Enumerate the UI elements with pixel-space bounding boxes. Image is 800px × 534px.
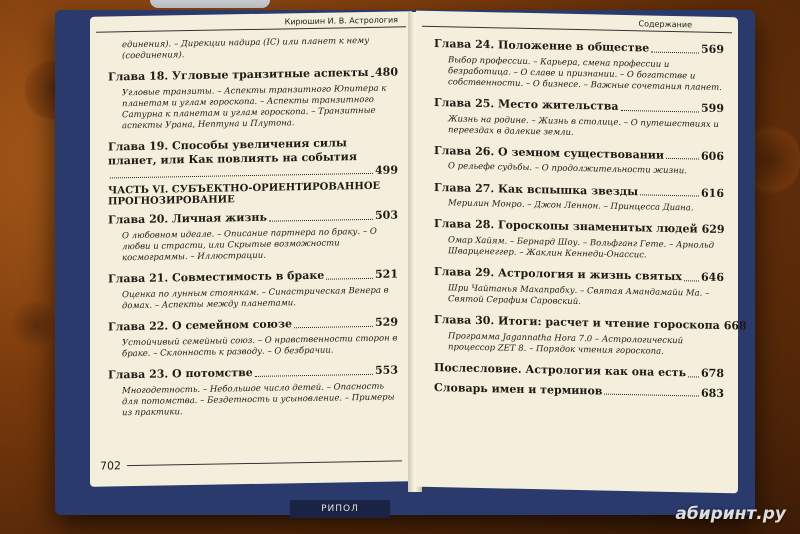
- watermark-logo: абиринт.ру: [675, 504, 786, 524]
- toc-entry-page: 599: [701, 101, 724, 115]
- toc-entry: [108, 135, 398, 181]
- dot-leader: [269, 209, 373, 222]
- toc-entry-title: Послесловие. Астрология как она есть: [434, 360, 687, 380]
- dot-leader: [255, 364, 373, 377]
- toc-entry-page: 668: [723, 319, 747, 333]
- toc-entry: [434, 265, 724, 285]
- toc-entry-description: Жизнь на родине. – Жизнь в столице. – О путешествиях и переездах в далекие земли.: [448, 113, 719, 138]
- toc-entry-page: 606: [701, 149, 724, 163]
- dot-leader: [684, 270, 699, 281]
- wood-knot: [10, 300, 60, 350]
- toc-entry-description: Устойчивый семейный союз. – О нравственности сторон в браке. – Склонность к разводу. – О безбрачии.: [122, 333, 398, 360]
- toc-entry: [434, 313, 747, 333]
- toc-entry: [434, 181, 724, 201]
- toc-entry-title: Глава 22. О семейном союзе: [108, 317, 292, 334]
- toc-entry-page: 529: [375, 315, 398, 329]
- toc-entry-title: Глава 28. Гороскопы знаменитых людей: [434, 217, 698, 236]
- dot-leader: [651, 42, 699, 54]
- spine-label: РИПОЛ: [290, 500, 390, 518]
- toc-entry-title: Глава 29. Астрология и жизнь святых: [434, 265, 682, 284]
- toc-entry-description: Программа Jagannatha Hora 7.0 – Астрологический процессор ZET 8. – Порядок чтения гороскопа.: [448, 331, 684, 357]
- dot-leader: [326, 268, 373, 280]
- toc-entry-description: Мерилин Монро. – Джон Леннон. – Принцесса Диана.: [448, 198, 694, 214]
- toc-entry-description: Выбор профессии. – Карьера, смена профессии и безработица. – О славе и признании. – О богатстве и собственности. – О бизнесе. – Важные сочетания планет.: [448, 55, 722, 93]
- toc-entry-page: 683: [701, 386, 724, 400]
- toc-entry: [434, 361, 724, 381]
- carry-over-text: единения). – Дирекции надира (IC) или планет к нему (соединения).: [122, 35, 370, 62]
- toc-entry-title: Глава 19. Способы увеличения силы планет, или Как повлиять на события: [108, 136, 357, 168]
- toc-entry-page: 553: [375, 363, 398, 377]
- toc-entry: [108, 268, 398, 287]
- page-footer: [100, 454, 402, 472]
- toc-entry-title: Глава 26. О земном существовании: [434, 143, 665, 162]
- toc-entry-page: 521: [375, 267, 398, 282]
- toc-entry: [434, 96, 724, 116]
- toc-entry: [108, 363, 398, 382]
- toc-entry: [434, 37, 724, 57]
- toc-entry-description: Шри Чайтанья Махапрабху. – Святая Амандамайи Ма. – Святой Серафим Саровский.: [448, 283, 710, 308]
- toc-entry: [108, 315, 398, 334]
- dot-leader: [371, 66, 373, 77]
- toc-entry-title: Глава 18. Угловые транзитные аспекты: [108, 66, 369, 84]
- toc-entry-page: 569: [701, 42, 724, 57]
- dot-leader: [666, 149, 699, 160]
- dot-leader: [621, 100, 700, 112]
- toc-entry-page: 646: [701, 270, 724, 285]
- background-object: [150, 0, 270, 8]
- toc-entry-page: 503: [375, 208, 398, 223]
- toc-entry: ЧАСТЬ VI. СУБЪЕКТНО-ОРИЕНТИРОВАННОЕ ПРОГНОЗИРОВАНИЕ: [108, 181, 381, 208]
- toc-entry-title: Словарь имен и терминов: [434, 380, 603, 398]
- left-running-head: Кирюшин И. В. Астрология: [96, 11, 406, 32]
- toc-entry-title: Глава 27. Как вспышка звезды: [434, 180, 639, 198]
- dot-leader: [294, 316, 373, 328]
- right-page: [416, 11, 747, 494]
- right-toc: [416, 27, 747, 401]
- toc-entry-description: О любовном идеале. – Описание партнера по браку. – О любви и страсти, или Скрытые возможности космограммы. – Иллюстрации.: [122, 226, 377, 264]
- toc-entry: [108, 209, 398, 228]
- dot-leader: [640, 185, 699, 197]
- toc-entry-page: 678: [701, 366, 724, 380]
- left-page: [90, 11, 412, 487]
- toc-entry-title: Глава 30. Итоги: расчет и чтение гороскопа: [434, 313, 720, 333]
- toc-entry-description: Омар Хайям. – Бернард Шоу. – Вольфганг Гете. – Арнольд Шварценеггер. – Жаклин Кеннеди-Онассис.: [448, 235, 715, 261]
- toc-entry-title: Глава 23. О потомстве: [108, 365, 253, 382]
- toc-entry-title: Глава 20. Личная жизнь: [108, 211, 267, 227]
- toc-entry-page: 616: [701, 186, 724, 200]
- toc-entry-page: 480: [375, 65, 398, 79]
- toc-entry-title: Глава 21. Совместимость в браке: [108, 268, 325, 286]
- toc-entry-description: Оценка по лунным стоянкам. – Синастрическая Венера в домах. – Аспекты между планетами.: [122, 285, 389, 312]
- toc-entry-page: 499: [375, 162, 398, 177]
- footer-rule: [127, 460, 402, 466]
- toc-entry-page: 629: [701, 222, 725, 237]
- dot-leader: [604, 384, 699, 397]
- toc-entry: [434, 381, 724, 401]
- page-number: 702: [100, 459, 121, 473]
- toc-entry: [434, 217, 724, 237]
- right-running-head: Содержание: [422, 11, 732, 33]
- dot-leader: [688, 366, 699, 377]
- toc-entry-title: Глава 24. Положение в обществе: [434, 37, 650, 55]
- toc-entry-title: Глава 25. Место жительства: [434, 95, 619, 113]
- toc-entry: [108, 66, 398, 85]
- toc-entry-description: Многодетность. – Небольшое число детей. – Опасность для потомства. – Бездетность и усыновление. – Примеры из практики.: [122, 381, 395, 418]
- toc-entry-description: О рельефе судьбы. – О продолжительности жизни.: [448, 161, 687, 177]
- left-toc: [90, 27, 412, 419]
- toc-entry-description: Угловые транзиты. – Аспекты транзитного Юпитера к планетам и углам гороскопа. – Аспекты транзитного Сатурна к планетам и углам гороскопа. – Транзитные аспекты Урана, Нептуна и Плутона.: [122, 83, 387, 132]
- toc-entry: [434, 144, 724, 164]
